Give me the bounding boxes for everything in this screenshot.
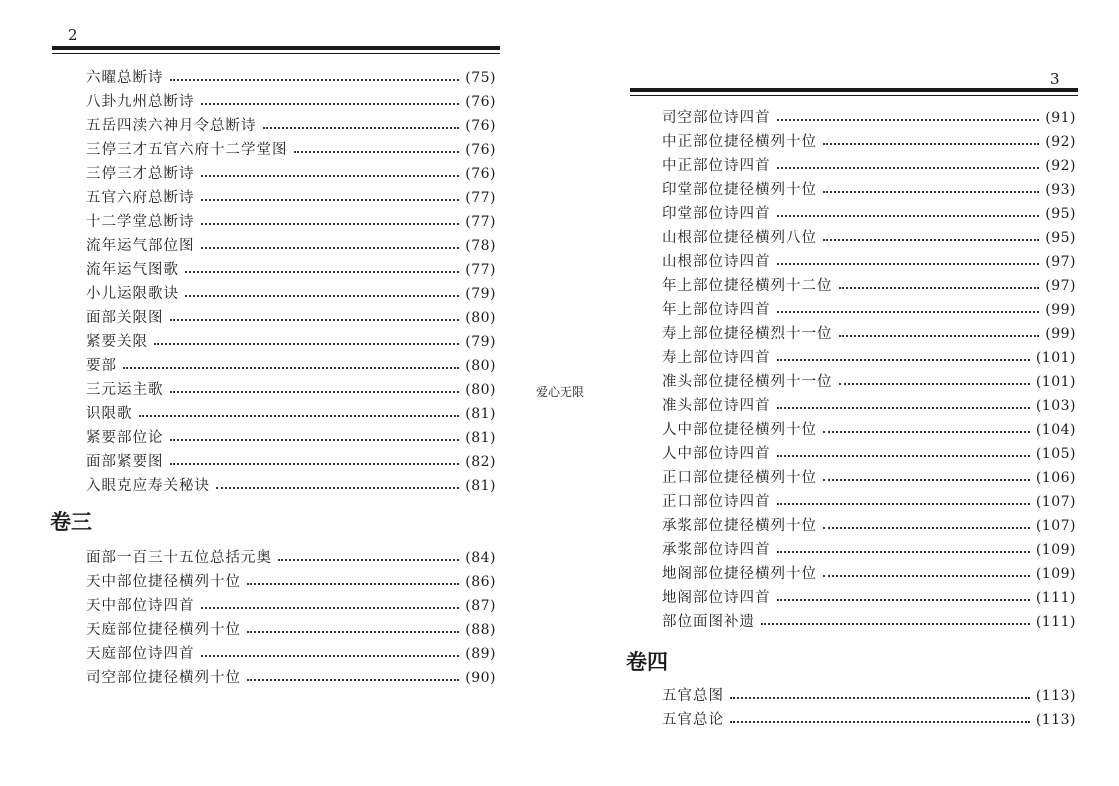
toc-entry-page: (80) (465, 310, 496, 326)
dot-leader (123, 367, 459, 369)
dot-leader (777, 503, 1030, 505)
toc-entry-title: 紧要关限 (86, 334, 148, 350)
toc-entry (662, 394, 1076, 418)
dot-leader (170, 463, 460, 465)
toc-entry-page: (81) (465, 478, 496, 494)
dot-leader (777, 359, 1030, 361)
toc-entry (86, 138, 496, 162)
dot-leader (278, 559, 459, 561)
toc-entry (662, 562, 1076, 586)
toc-entry-page: (101) (1035, 350, 1076, 366)
toc-entry-page: (105) (1035, 446, 1076, 462)
toc-entry (662, 130, 1076, 154)
toc-entry-page: (103) (1035, 398, 1076, 414)
dot-leader (201, 223, 460, 225)
toc-entry-title: 司空部位诗四首 (662, 110, 771, 126)
page-number: 2 (68, 26, 78, 44)
toc-entry-page: (89) (465, 646, 496, 662)
toc-entry-title: 识限歌 (86, 406, 133, 422)
toc-entry (86, 66, 496, 90)
toc-entry (662, 490, 1076, 514)
dot-leader (730, 721, 1030, 723)
toc-entry-title: 紧要部位论 (86, 430, 164, 446)
toc-entry (86, 234, 496, 258)
dot-leader (185, 271, 459, 273)
toc-entry-page: (109) (1035, 566, 1076, 582)
dot-leader (823, 191, 1039, 193)
toc-entry (86, 210, 496, 234)
header-rule-thick (52, 46, 500, 50)
dot-leader (247, 679, 459, 681)
toc-entry-page: (87) (465, 598, 496, 614)
toc-entry-page: (111) (1035, 614, 1076, 630)
dot-leader (777, 407, 1030, 409)
toc-entry-page: (99) (1045, 326, 1076, 342)
toc-entry (86, 258, 496, 282)
toc-entry (662, 708, 1076, 732)
toc-entry-title: 寿上部位捷径横烈十一位 (662, 326, 833, 342)
dot-leader (185, 295, 459, 297)
toc-entry-page: (107) (1035, 518, 1076, 534)
toc-entry (86, 474, 496, 498)
toc-entry-title: 寿上部位诗四首 (662, 350, 771, 366)
toc-entry-title: 部位面图补遗 (662, 614, 755, 630)
toc-entry-title: 面部关限图 (86, 310, 164, 326)
toc-entry-title: 准头部位诗四首 (662, 398, 771, 414)
toc-entry (86, 426, 496, 450)
toc-entry (662, 298, 1076, 322)
toc-entry-title: 准头部位捷径横列十一位 (662, 374, 833, 390)
toc-entry-title: 人中部位捷径横列十位 (662, 422, 817, 438)
dot-leader (823, 527, 1030, 529)
toc-entry-page: (95) (1045, 206, 1076, 222)
toc-entry-title: 五岳四渎六神月令总断诗 (86, 118, 257, 134)
toc-entry-page: (76) (465, 142, 496, 158)
toc-entry-title: 山根部位捷径横列八位 (662, 230, 817, 246)
toc-entry-title: 地阁部位诗四首 (662, 590, 771, 606)
dot-leader (777, 263, 1040, 265)
toc-entry-page: (111) (1035, 590, 1076, 606)
toc-entry (86, 546, 496, 570)
toc-entry-title: 天中部位捷径横列十位 (86, 574, 241, 590)
toc-entry-title: 入眼克应寿关秘诀 (86, 478, 210, 494)
dot-leader (777, 551, 1030, 553)
toc-entry-page: (109) (1035, 542, 1076, 558)
dot-leader (730, 697, 1030, 699)
toc-entry-title: 面部一百三十五位总括元奥 (86, 550, 272, 566)
header-rule-thin (630, 95, 1078, 96)
dot-leader (170, 79, 460, 81)
toc-entry-title: 年上部位捷径横列十二位 (662, 278, 833, 294)
toc-entry (86, 186, 496, 210)
dot-leader (201, 655, 460, 657)
dot-leader (201, 103, 460, 105)
toc-entry-page: (81) (465, 406, 496, 422)
toc-entry (662, 274, 1076, 298)
toc-entry (86, 594, 496, 618)
toc-entry (86, 306, 496, 330)
dot-leader (823, 143, 1039, 145)
toc-entry-title: 十二学堂总断诗 (86, 214, 195, 230)
section-heading: 卷四 (626, 650, 668, 674)
toc-entry-page: (107) (1035, 494, 1076, 510)
toc-entry-title: 地阁部位捷径横列十位 (662, 566, 817, 582)
dot-leader (839, 335, 1040, 337)
toc-entry (662, 106, 1076, 130)
dot-leader (201, 607, 460, 609)
toc-entry (662, 226, 1076, 250)
toc-entry-title: 正口部位捷径横列十位 (662, 470, 817, 486)
toc-entry-page: (81) (465, 430, 496, 446)
toc-entry-title: 中正部位捷径横列十位 (662, 134, 817, 150)
dot-leader (777, 311, 1040, 313)
toc-entry-page: (92) (1045, 158, 1076, 174)
toc-entry-title: 印堂部位诗四首 (662, 206, 771, 222)
dot-leader (777, 599, 1030, 601)
toc-entry-page: (90) (465, 670, 496, 686)
toc-entry (86, 666, 496, 690)
toc-entry-title: 山根部位诗四首 (662, 254, 771, 270)
toc-entry-title: 流年运气图歌 (86, 262, 179, 278)
section-heading: 卷三 (50, 510, 92, 534)
toc-entry-title: 流年运气部位图 (86, 238, 195, 254)
toc-entry-title: 年上部位诗四首 (662, 302, 771, 318)
toc-entry-title: 印堂部位捷径横列十位 (662, 182, 817, 198)
header-rule-thick (630, 88, 1078, 92)
toc-entry-title: 承浆部位捷径横列十位 (662, 518, 817, 534)
toc-entry-title: 五官总图 (662, 688, 724, 704)
dot-leader (294, 151, 460, 153)
toc-entry-title: 要部 (86, 358, 117, 374)
toc-entry (662, 610, 1076, 634)
dot-leader (139, 415, 460, 417)
toc-entry-page: (76) (465, 166, 496, 182)
toc-entry-page: (88) (465, 622, 496, 638)
toc-entry (662, 586, 1076, 610)
toc-entry-page: (76) (465, 118, 496, 134)
toc-entry-title: 面部紧要图 (86, 454, 164, 470)
toc-entry-title: 承浆部位诗四首 (662, 542, 771, 558)
dot-leader (170, 319, 460, 321)
toc-entry-title: 三元运主歌 (86, 382, 164, 398)
dot-leader (823, 431, 1030, 433)
toc-entry (662, 154, 1076, 178)
toc-entry-page: (113) (1035, 688, 1076, 704)
toc-entry-title: 司空部位捷径横列十位 (86, 670, 241, 686)
toc-entry-page: (93) (1045, 182, 1076, 198)
dot-leader (823, 239, 1039, 241)
toc-entry (86, 90, 496, 114)
toc-entry-title: 五官总论 (662, 712, 724, 728)
toc-entry (86, 450, 496, 474)
toc-list (662, 106, 1076, 634)
dot-leader (201, 247, 460, 249)
toc-entry-page: (95) (1045, 230, 1076, 246)
toc-entry-page: (104) (1035, 422, 1076, 438)
dot-leader (170, 391, 460, 393)
toc-entry-page: (80) (465, 358, 496, 374)
toc-entry-page: (101) (1035, 374, 1076, 390)
toc-entry-page: (75) (465, 70, 496, 86)
toc-entry (86, 402, 496, 426)
toc-entry-page: (97) (1045, 278, 1076, 294)
toc-entry-title: 天庭部位诗四首 (86, 646, 195, 662)
toc-entry-title: 人中部位诗四首 (662, 446, 771, 462)
toc-entry-page: (77) (465, 214, 496, 230)
toc-entry-page: (113) (1035, 712, 1076, 728)
dot-leader (154, 343, 459, 345)
toc-entry-page: (80) (465, 382, 496, 398)
toc-entry-title: 天中部位诗四首 (86, 598, 195, 614)
toc-entry (86, 378, 496, 402)
dot-leader (201, 199, 460, 201)
left-page (0, 0, 520, 786)
toc-entry-page: (92) (1045, 134, 1076, 150)
toc-entry-page: (79) (465, 334, 496, 350)
dot-leader (170, 439, 460, 441)
toc-entry (86, 570, 496, 594)
toc-entry-title: 天庭部位捷径横列十位 (86, 622, 241, 638)
toc-entry (86, 618, 496, 642)
toc-entry-title: 小儿运限歌诀 (86, 286, 179, 302)
toc-entry-page: (82) (465, 454, 496, 470)
right-page (600, 0, 1119, 786)
toc-entry (662, 442, 1076, 466)
toc-entry-page: (106) (1035, 470, 1076, 486)
toc-entry (86, 114, 496, 138)
toc-list (86, 66, 496, 498)
toc-entry-page: (77) (465, 262, 496, 278)
toc-entry-title: 五官六府总断诗 (86, 190, 195, 206)
dot-leader (216, 487, 459, 489)
dot-leader (201, 175, 460, 177)
toc-entry-title: 三停三才总断诗 (86, 166, 195, 182)
watermark-text: 爱心无限 (536, 385, 585, 399)
toc-entry-page: (99) (1045, 302, 1076, 318)
dot-leader (823, 479, 1030, 481)
header-rule-thin (52, 53, 500, 54)
dot-leader (247, 583, 459, 585)
page-number: 3 (1050, 70, 1060, 88)
toc-entry-page: (97) (1045, 254, 1076, 270)
dot-leader (823, 575, 1030, 577)
toc-entry (662, 466, 1076, 490)
toc-entry-page: (78) (465, 238, 496, 254)
toc-entry (662, 538, 1076, 562)
dot-leader (839, 287, 1040, 289)
toc-entry-page: (86) (465, 574, 496, 590)
toc-entry (662, 684, 1076, 708)
toc-entry (662, 418, 1076, 442)
toc-entry-page: (79) (465, 286, 496, 302)
toc-entry (86, 162, 496, 186)
dot-leader (263, 127, 460, 129)
toc-list (662, 684, 1076, 732)
toc-entry (86, 354, 496, 378)
toc-entry (662, 370, 1076, 394)
toc-entry (662, 202, 1076, 226)
toc-entry (662, 346, 1076, 370)
toc-entry (662, 250, 1076, 274)
dot-leader (777, 455, 1030, 457)
toc-entry-title: 三停三才五官六府十二学堂图 (86, 142, 288, 158)
toc-entry-page: (84) (465, 550, 496, 566)
dot-leader (247, 631, 459, 633)
toc-entry (662, 322, 1076, 346)
dot-leader (777, 215, 1040, 217)
toc-entry-title: 六曜总断诗 (86, 70, 164, 86)
toc-entry-title: 八卦九州总断诗 (86, 94, 195, 110)
toc-entry (86, 330, 496, 354)
toc-entry (86, 282, 496, 306)
toc-entry-title: 正口部位诗四首 (662, 494, 771, 510)
dot-leader (777, 167, 1040, 169)
dot-leader (761, 623, 1030, 625)
toc-list (86, 546, 496, 690)
dot-leader (839, 383, 1030, 385)
dot-leader (777, 119, 1040, 121)
toc-entry (662, 514, 1076, 538)
toc-entry-page: (91) (1045, 110, 1076, 126)
toc-entry-page: (76) (465, 94, 496, 110)
toc-entry (662, 178, 1076, 202)
toc-entry-page: (77) (465, 190, 496, 206)
toc-entry (86, 642, 496, 666)
toc-entry-title: 中正部位诗四首 (662, 158, 771, 174)
